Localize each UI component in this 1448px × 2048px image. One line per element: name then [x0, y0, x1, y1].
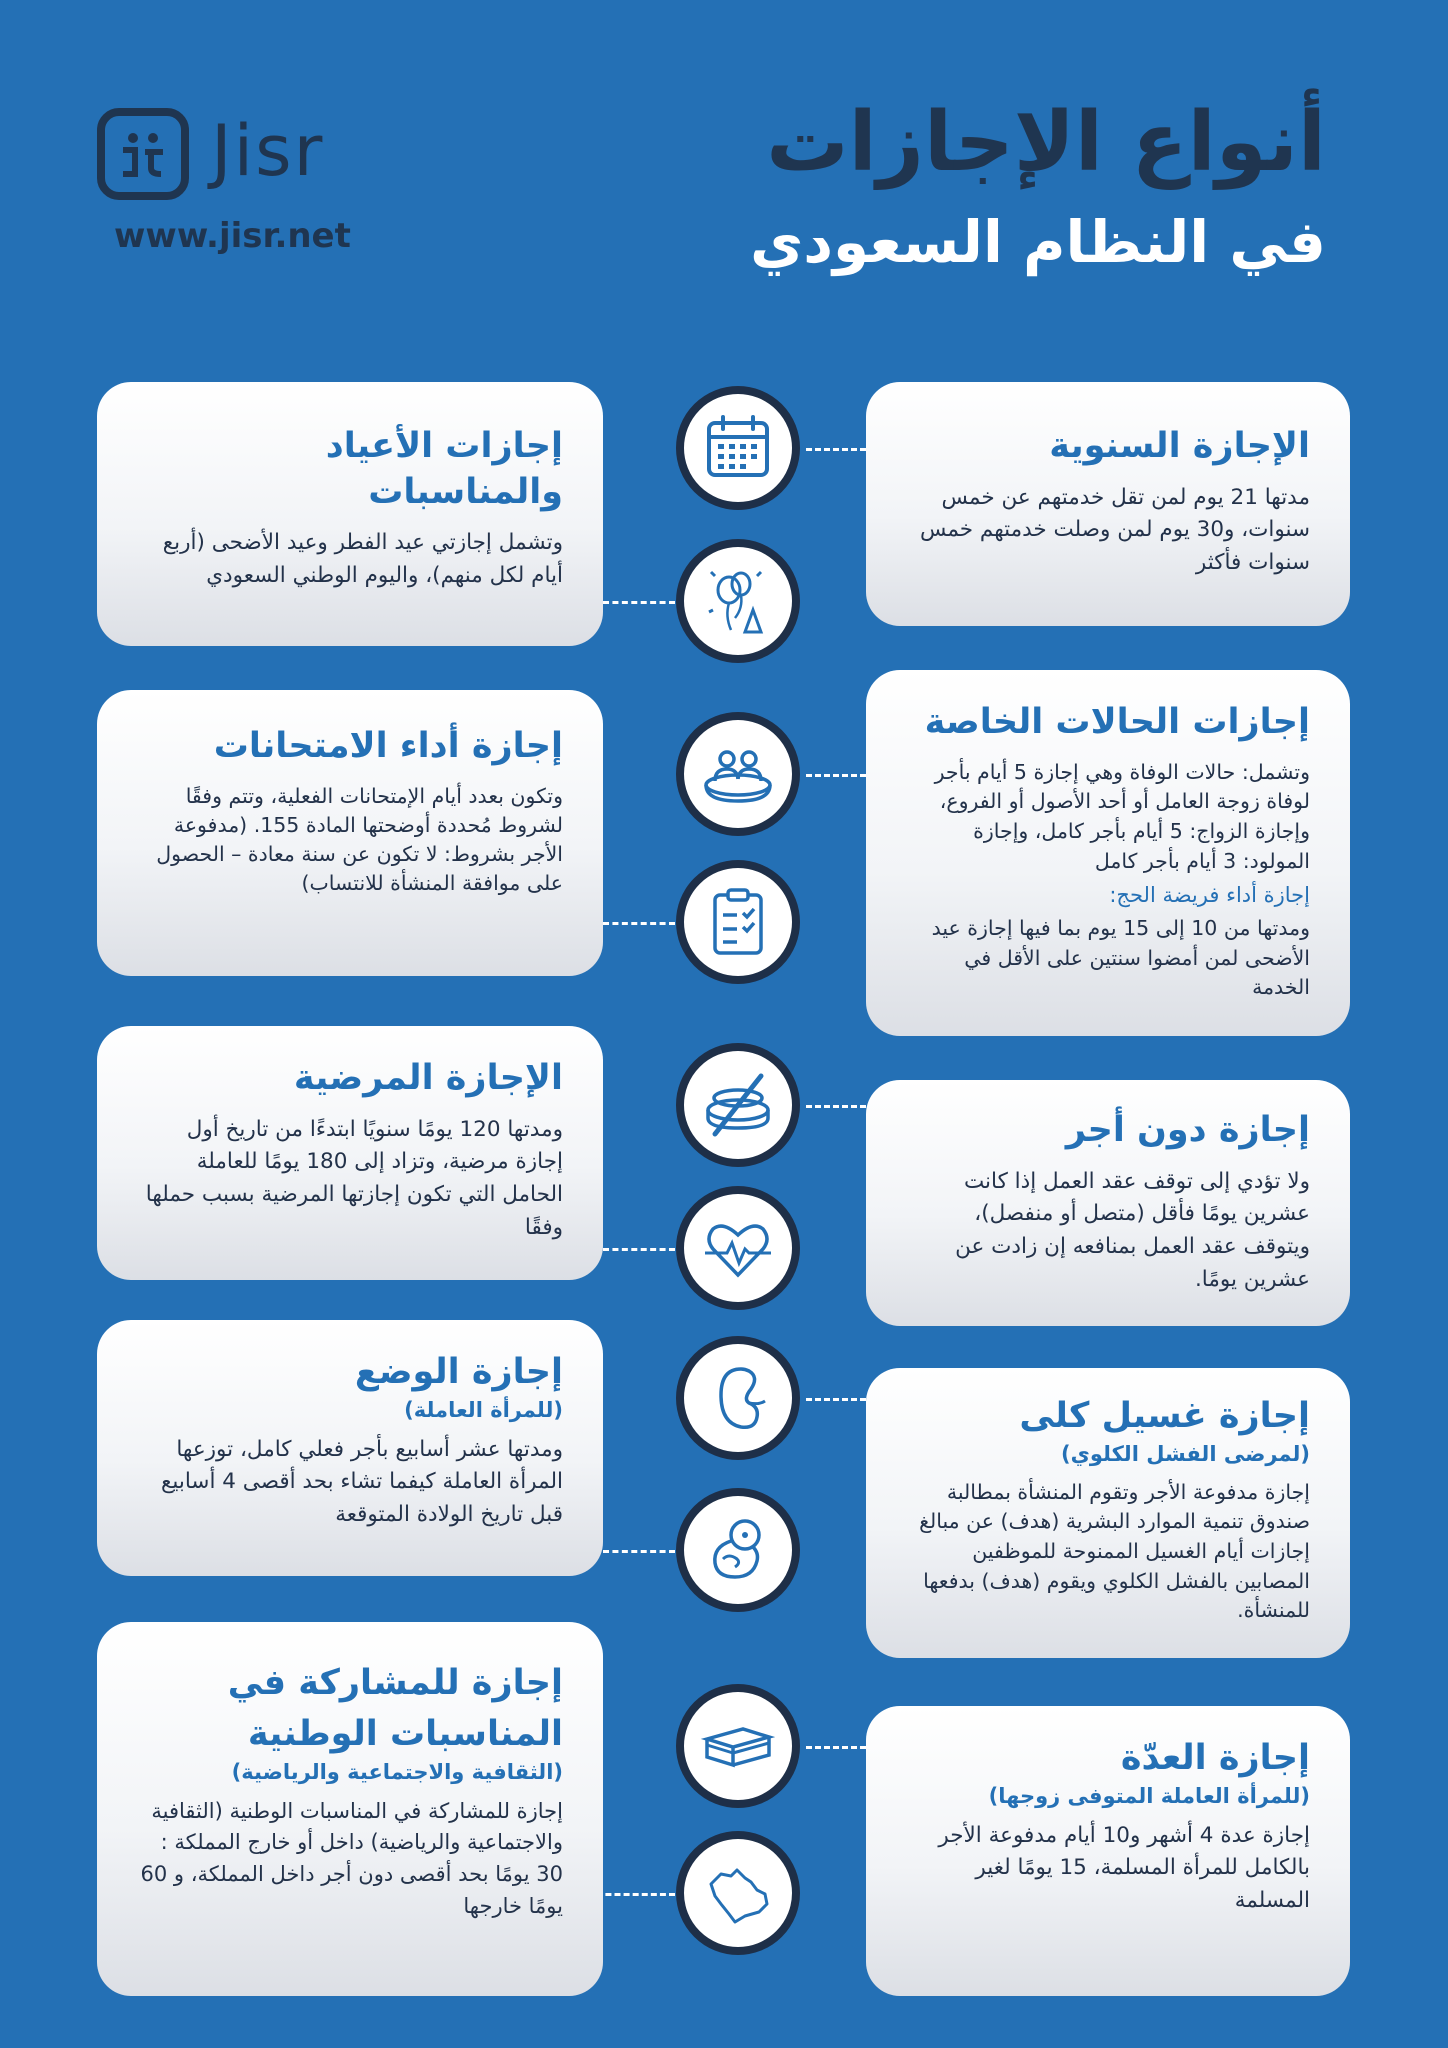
no-money-icon: [701, 1068, 775, 1142]
card-body-hajj: ومدتها من 10 إلى 15 يوم بما فيها إجازة عيد الأضحى لمن أمضوا سنتين على الأقل في الخدمة: [931, 915, 1310, 1000]
card-title: إجازة دون أجر: [1065, 1110, 1310, 1150]
card-subtitle: (لمرضى الفشل الكلوي): [1061, 1441, 1310, 1466]
page-subtitle: في النظام السعودي: [750, 208, 1326, 276]
kidney-icon-circle: [676, 1336, 800, 1460]
card-special-cases-leave: [866, 670, 1350, 1036]
connector: [806, 774, 866, 777]
card-title: إجازة أداء الامتحانات: [213, 726, 563, 766]
people-icon: [701, 737, 775, 811]
card-body: إجازة مدفوعة الأجر وتقوم المنشأة بمطالبة صندوق تنمية الموارد البشرية (هدف) عن مبالغ إجازات أيام الغسيل الممنوحة للموظفين المصابين بالفشل الكلوي ويقوم (هدف) بدفعها للمنشأة.: [919, 1479, 1310, 1623]
connector: [806, 1105, 866, 1108]
card-title: إجازة العدّة: [1120, 1738, 1310, 1778]
kidney-icon: [701, 1361, 775, 1435]
card-exams-leave: [97, 690, 603, 976]
saudi-map-icon-circle: [676, 1831, 800, 1955]
card-unpaid-leave: [866, 1080, 1350, 1326]
balloons-icon: [701, 564, 775, 638]
card-title: إجازات الحالات الخاصة: [924, 702, 1310, 742]
card-sick-leave: [97, 1026, 603, 1280]
brand-name: Jisr: [211, 110, 325, 192]
heartbeat-icon-circle: [676, 1186, 800, 1310]
connector: [806, 1746, 866, 1749]
checklist-icon: [701, 885, 775, 959]
heartbeat-icon: [701, 1211, 775, 1285]
saudi-map-icon: [701, 1856, 775, 1930]
connector: [603, 1248, 675, 1251]
card-title: إجازة غسيل كلى: [1019, 1396, 1310, 1436]
balloons-icon-circle: [676, 539, 800, 663]
card-body: مدتها 21 يوم لمن تقل خدمتهم عن خمس سنوات، و30 يوم لمن وصلت خدمتهم خمس سنوات فأكثر: [919, 484, 1310, 575]
card-holidays-leave: [97, 382, 603, 646]
card-body: ومدتها 120 يومًا سنويًا ابتدءًا من تاريخ أول إجازة مرضية، وتزاد إلى 180 يومًا للعاملة الحامل التي تكون إجازتها المرضية بسبب حملها وفقًا: [145, 1116, 563, 1240]
people-icon-circle: [676, 712, 800, 836]
calendar-icon: [701, 411, 775, 485]
kaaba-icon-circle: [676, 1684, 800, 1808]
card-body: وتشمل: حالات الوفاة وهي إجازة 5 أيام بأجر لوفاة زوجة العامل أو أحد الأصول أو الفروع، وإجازة الزواج: 5 أيام بأجر كامل، وإجازة المولود: 3 أيام بأجر كامل: [934, 759, 1310, 873]
card-maternity-leave: [97, 1320, 603, 1576]
fetus-icon: [701, 1513, 775, 1587]
jisr-logo: [97, 108, 377, 268]
brand-url: www.jisr.net: [114, 216, 351, 256]
checklist-icon-circle: [676, 860, 800, 984]
card-body: إجازة عدة 4 أشهر و10 أيام مدفوعة الأجر بالكامل للمرأة المسلمة، 15 يومًا لغير المسلمة: [938, 1822, 1310, 1913]
hajj-leave-label: إجازة أداء فريضة الحج:: [1109, 883, 1310, 908]
card-title: إجازة الوضع: [354, 1352, 563, 1392]
page-title: أنواع الإجازات: [766, 95, 1326, 190]
card-body: ولا تؤدي إلى توقف عقد العمل إذا كانت عشرين يومًا فأقل (متصل أو منفصل)، ويتوقف عقد العمل بمنافعه إن زادت عن عشرين يومًا.: [955, 1168, 1310, 1292]
connector: [603, 1550, 675, 1553]
fetus-icon-circle: [676, 1488, 800, 1612]
card-subtitle: (للمرأة العاملة المتوفى زوجها): [988, 1783, 1310, 1808]
card-body: وتشمل إجازتي عيد الفطر وعيد الأضحى (أربع أيام لكل منهم)، واليوم الوطني السعودي: [162, 530, 563, 588]
card-body: ومدتها عشر أسابيع بأجر فعلي كامل، توزعها المرأة العاملة كيفما تشاء بحد أقصى 4 أسابيع قبل تاريخ الولادة المتوقعة: [160, 1436, 563, 1527]
connector: [603, 601, 675, 604]
no-money-icon-circle: [676, 1043, 800, 1167]
card-title: إجازة للمشاركة في المناسبات الوطنية: [227, 1663, 563, 1754]
calendar-icon-circle: [676, 386, 800, 510]
connector: [806, 448, 866, 451]
card-dialysis-leave: [866, 1368, 1350, 1658]
card-annual-leave: [866, 382, 1350, 626]
card-national-events-leave: [97, 1622, 603, 1996]
card-body: إجازة للمشاركة في المناسبات الوطنية (الثقافية والاجتماعية والرياضية) داخل أو خارج المملكة : 30 يومًا بحد أقصى دون أجر داخل المملكة، و 60 يومًا خارجها: [140, 1798, 563, 1919]
card-title: الإجازة المرضية: [293, 1058, 563, 1098]
card-title: الإجازة السنوية: [1049, 426, 1310, 466]
jisr-logo-icon: [97, 108, 189, 200]
card-subtitle: (للمرأة العاملة): [404, 1397, 563, 1422]
connector: [806, 1398, 866, 1401]
card-iddah-leave: [866, 1706, 1350, 1996]
connector: [603, 922, 675, 925]
kaaba-icon: [701, 1709, 775, 1783]
card-title: إجازات الأعياد والمناسبات: [325, 426, 563, 512]
card-body: وتكون بعدد أيام الإمتحانات الفعلية، وتتم وفقًا لشروط مُحددة أوضحتها المادة 155. (مدفوعة الأجر بشروط: لا تكون عن سنة معادة – الحصول على موافقة المنشأة للانتساب): [156, 783, 563, 895]
card-subtitle: (الثقافية والاجتماعية والرياضية): [231, 1759, 563, 1784]
